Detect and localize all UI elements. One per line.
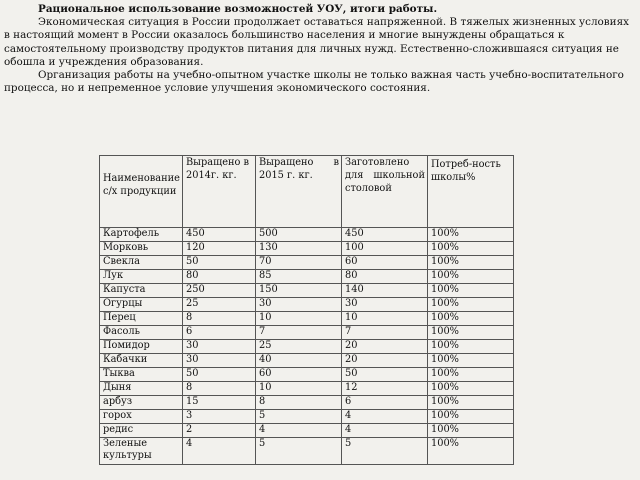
intro-paragraph-1: Экономическая ситуация в России продолжает оставаться напряженной. В тяжелых жизненных условиях в настоящий момент в России оказалось большинство населения и многие вынуждены обращаться к самостоятельному производству продуктов питания для личных нужд. Естественно-сложившаяся ситуация не обошла и учреждения образования.: [4, 16, 629, 68]
cell-grown-2015: 8: [255, 396, 341, 410]
cell-need: 100%: [427, 312, 513, 326]
cell-grown-2015: 60: [255, 368, 341, 382]
intro-paragraph-2: Организация работы на учебно-опытном участке школы не только важная часть учебно-воспитательного процесса, но и непременное условие улучшения экономического состояния.: [4, 69, 624, 95]
cell-stored: 20: [341, 340, 427, 354]
cell-need: 100%: [427, 270, 513, 284]
cell-grown-2015: 40: [255, 354, 341, 368]
cell-grown-2015: 5: [255, 438, 341, 465]
intro-text: [4, 3, 636, 95]
table-row: [100, 312, 514, 326]
cell-grown-2014: 25: [182, 298, 255, 312]
cell-need: 100%: [427, 284, 513, 298]
cell-stored: 12: [341, 382, 427, 396]
table-row: [100, 354, 514, 368]
cell-grown-2015: 5: [255, 410, 341, 424]
cell-product: Кабачки: [100, 354, 183, 368]
cell-stored: 30: [341, 298, 427, 312]
cell-stored: 100: [341, 242, 427, 256]
cell-need: 100%: [427, 228, 513, 242]
table-row: [100, 410, 514, 424]
cell-grown-2015: 150: [255, 284, 341, 298]
cell-stored: 20: [341, 354, 427, 368]
cell-stored: 140: [341, 284, 427, 298]
cell-grown-2015: 500: [255, 228, 341, 242]
cell-stored: 450: [341, 228, 427, 242]
table-header-row: [100, 156, 514, 228]
cell-grown-2015: 4: [255, 424, 341, 438]
cell-grown-2014: 30: [182, 340, 255, 354]
cell-grown-2015: 25: [255, 340, 341, 354]
cell-grown-2015: 85: [255, 270, 341, 284]
table-row: [100, 228, 514, 242]
cell-need: 100%: [427, 256, 513, 270]
cell-need: 100%: [427, 298, 513, 312]
cell-product: редис: [100, 424, 183, 438]
table-row: [100, 298, 514, 312]
cell-product: Картофель: [100, 228, 183, 242]
cell-grown-2015: 10: [255, 312, 341, 326]
table-row: [100, 340, 514, 354]
cell-need: 100%: [427, 242, 513, 256]
cell-need: 100%: [427, 438, 513, 465]
cell-stored: 6: [341, 396, 427, 410]
cell-grown-2015: 10: [255, 382, 341, 396]
cell-stored: 4: [341, 410, 427, 424]
cell-grown-2014: 30: [182, 354, 255, 368]
intro-title: Рациональное использование возможностей УОУ, итоги работы.: [38, 3, 438, 15]
header-school-need: Потреб-ность школы%: [427, 156, 513, 228]
cell-need: 100%: [427, 368, 513, 382]
cell-product: Свекла: [100, 256, 183, 270]
table-body: [100, 228, 514, 465]
table-row: [100, 368, 514, 382]
cell-need: 100%: [427, 396, 513, 410]
cell-grown-2015: 7: [255, 326, 341, 340]
cell-stored: 5: [341, 438, 427, 465]
header-grown-2015: Выращено в 2015 г. кг.: [255, 156, 341, 228]
cell-grown-2014: 3: [182, 410, 255, 424]
table-row: [100, 284, 514, 298]
cell-product: Фасоль: [100, 326, 183, 340]
cell-product: Лук: [100, 270, 183, 284]
table-row: [100, 326, 514, 340]
cell-grown-2014: 4: [182, 438, 255, 465]
table-row: [100, 256, 514, 270]
cell-product: Дыня: [100, 382, 183, 396]
cell-need: 100%: [427, 354, 513, 368]
cell-product: Помидор: [100, 340, 183, 354]
cell-product: горох: [100, 410, 183, 424]
cell-need: 100%: [427, 410, 513, 424]
cell-product: Морковь: [100, 242, 183, 256]
cell-grown-2015: 30: [255, 298, 341, 312]
cell-need: 100%: [427, 340, 513, 354]
cell-grown-2014: 50: [182, 368, 255, 382]
cell-grown-2014: 50: [182, 256, 255, 270]
cell-grown-2014: 6: [182, 326, 255, 340]
cell-product: Огурцы: [100, 298, 183, 312]
cell-grown-2014: 250: [182, 284, 255, 298]
cell-grown-2015: 70: [255, 256, 341, 270]
table-row: [100, 438, 514, 465]
cell-stored: 80: [341, 270, 427, 284]
cell-product: Перец: [100, 312, 183, 326]
cell-grown-2014: 8: [182, 312, 255, 326]
table-row: [100, 242, 514, 256]
cell-grown-2014: 8: [182, 382, 255, 396]
cell-product: Тыква: [100, 368, 183, 382]
cell-need: 100%: [427, 326, 513, 340]
cell-grown-2014: 80: [182, 270, 255, 284]
table-row: [100, 396, 514, 410]
cell-product: Капуста: [100, 284, 183, 298]
cell-stored: 10: [341, 312, 427, 326]
cell-product: арбуз: [100, 396, 183, 410]
cell-grown-2014: 2: [182, 424, 255, 438]
header-grown-2014: Выращено в 2014г. кг.: [182, 156, 255, 228]
header-stored-canteen: Заготовлено для школьной столовой: [341, 156, 427, 228]
table-row: [100, 424, 514, 438]
cell-grown-2014: 15: [182, 396, 255, 410]
cell-product: Зеленые культуры: [100, 438, 183, 465]
cell-grown-2014: 450: [182, 228, 255, 242]
cell-grown-2015: 130: [255, 242, 341, 256]
cell-need: 100%: [427, 382, 513, 396]
header-product-name: Наименование с/х продукции: [100, 156, 183, 228]
table-row: [100, 270, 514, 284]
cell-stored: 50: [341, 368, 427, 382]
cell-need: 100%: [427, 424, 513, 438]
cell-stored: 4: [341, 424, 427, 438]
cell-stored: 60: [341, 256, 427, 270]
table-row: [100, 382, 514, 396]
cell-grown-2014: 120: [182, 242, 255, 256]
cell-stored: 7: [341, 326, 427, 340]
crop-table: [99, 155, 514, 465]
